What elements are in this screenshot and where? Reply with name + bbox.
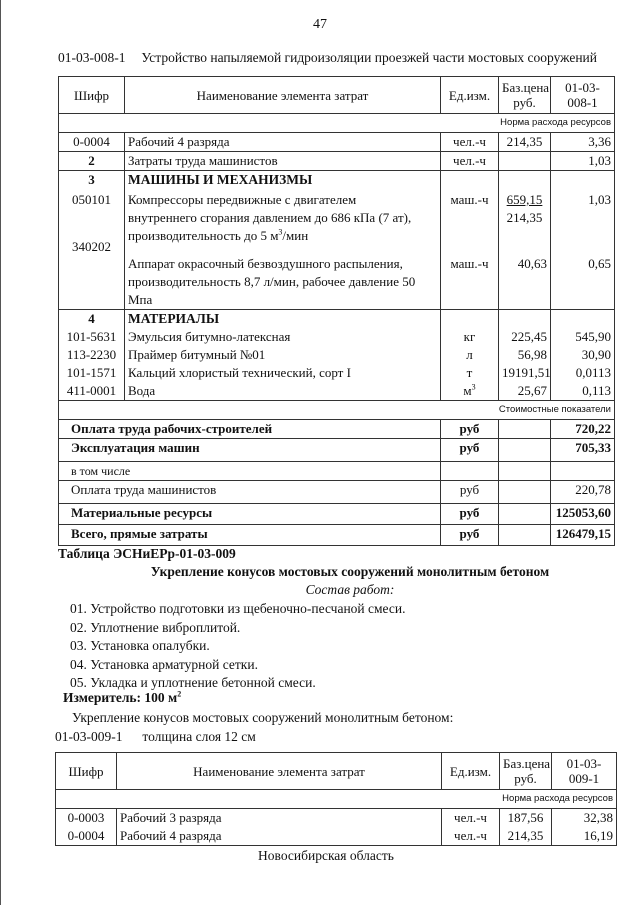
cost-name: Оплата труда машинистов xyxy=(59,481,441,504)
group-machines xyxy=(59,171,615,310)
cost-row xyxy=(59,462,615,481)
cost-row xyxy=(59,481,615,504)
item-name-line: Мпа xyxy=(128,292,153,307)
item-name-line: производительность до 5 $м^3$/мин xyxy=(128,227,309,243)
row-price xyxy=(499,152,551,171)
group-title: МАТЕРИАЛЫ xyxy=(128,311,220,326)
item-price-2: 214,35 xyxy=(506,210,543,225)
norm-label-row xyxy=(56,790,617,809)
row-name: Рабочий 3 разряда xyxy=(117,809,442,828)
item-value: 0,65 xyxy=(588,256,611,271)
item-unit: т xyxy=(466,365,473,380)
cost-value xyxy=(551,462,615,481)
group-materials xyxy=(59,310,615,401)
cost-value: 220,78 xyxy=(551,481,615,504)
group-title: МАШИНЫ И МЕХАНИЗМЫ xyxy=(128,172,313,187)
row-unit: чел.-ч xyxy=(442,809,500,828)
item-name-line: Компрессоры передвижные с двигателем xyxy=(128,192,357,207)
item-name: Вода xyxy=(128,383,156,398)
group-unit-cell xyxy=(441,171,499,310)
cost-row xyxy=(59,420,615,439)
cost-name: Оплата труда рабочих-строителей xyxy=(59,420,441,439)
group-name-cell xyxy=(125,310,441,401)
cost-value: 720,22 xyxy=(551,420,615,439)
item-unit: маш.-ч xyxy=(450,192,489,207)
work-item: 01. Устройство подготовки из щебеночно-песчаной смеси. xyxy=(70,601,406,616)
item-name-line: производительность 8,7 л/мин, рабочее давление 50 xyxy=(128,274,416,289)
item-value: 545,90 xyxy=(575,329,611,344)
cost-name: Материальные ресурсы xyxy=(59,504,441,525)
group-code-cell xyxy=(59,310,125,401)
item-code: 340202 xyxy=(72,239,111,254)
estimate-table-1 xyxy=(58,76,615,546)
table-row xyxy=(56,809,617,828)
item-code: 113-2230 xyxy=(66,347,117,362)
item-value: 0,0113 xyxy=(575,365,611,380)
norm-label-row xyxy=(59,114,615,133)
header-rate-code: 01-03-009-1 xyxy=(552,753,617,790)
section-code: 01-03-008-1 xyxy=(58,50,126,65)
item-price: 19191,51 xyxy=(502,365,551,380)
header-unit: Ед.изм. xyxy=(441,77,499,114)
cost-name: Эксплуатация машин xyxy=(59,439,441,462)
item-code: 101-1571 xyxy=(66,365,117,380)
item-name: Праймер битумный №01 xyxy=(128,347,266,362)
row-price: 214,35 xyxy=(499,133,551,152)
table-row xyxy=(59,152,615,171)
subsection-code: 01-03-009-1 xyxy=(55,729,123,744)
row-code: 0-0004 xyxy=(59,133,125,152)
group-name-cell xyxy=(125,171,441,310)
row-unit: чел.-ч xyxy=(441,152,499,171)
estimate-table-2 xyxy=(55,752,617,846)
row-value: 32,38 xyxy=(552,809,617,828)
table-title: Укрепление конусов мостовых сооружений монолитным бетоном xyxy=(150,564,550,579)
group-price-cell xyxy=(499,310,551,401)
cost-value: 125053,60 xyxy=(551,504,615,525)
item-unit: кг xyxy=(463,329,476,344)
item-value: 30,90 xyxy=(581,347,611,362)
header-code: Шифр xyxy=(59,77,125,114)
description: Укрепление конусов мостовых сооружений монолитным бетоном: xyxy=(72,710,454,725)
group-value-cell xyxy=(551,310,615,401)
page-edge xyxy=(0,0,1,905)
header-name: Наименование элемента затрат xyxy=(117,753,442,790)
cost-label-row xyxy=(59,401,615,420)
cost-name: Всего, прямые затраты xyxy=(59,525,441,546)
row-code: 0-0004 xyxy=(56,827,117,846)
cost-unit: руб xyxy=(441,504,499,525)
item-unit: л xyxy=(466,347,473,362)
header-price: Баз.цена руб. xyxy=(500,753,552,790)
item-value: 1,03 xyxy=(588,192,611,207)
page-footer: Новосибирская область xyxy=(258,848,394,863)
item-price: 225,45 xyxy=(511,329,547,344)
norm-label: Норма расхода ресурсов xyxy=(59,114,615,133)
group-unit-cell xyxy=(441,310,499,401)
row-unit: чел.-ч xyxy=(441,133,499,152)
group-value-cell xyxy=(551,171,615,310)
group-code: 4 xyxy=(88,311,95,326)
section-name: Устройство напыляемой гидроизоляции проезжей части мостовых сооружений xyxy=(141,50,597,65)
row-name: Затраты труда машинистов xyxy=(125,152,441,171)
cost-unit: руб xyxy=(441,525,499,546)
subsection-name: толщина слоя 12 см xyxy=(142,729,256,744)
work-item: 05. Укладка и уплотнение бетонной смеси. xyxy=(70,675,316,690)
cost-unit: руб xyxy=(441,420,499,439)
norm-label: Норма расхода ресурсов xyxy=(56,790,617,809)
page-number: 47 xyxy=(313,17,327,32)
row-value: 3,36 xyxy=(551,133,615,152)
item-code: 101-5631 xyxy=(66,329,117,344)
row-code: 0-0003 xyxy=(56,809,117,828)
row-value: 16,19 xyxy=(552,827,617,846)
item-code: 050101 xyxy=(72,192,111,207)
cost-unit xyxy=(441,462,499,481)
table-id-heading: Таблица ЭСНиЕРр-01-03-009 xyxy=(58,546,236,561)
header-price: Баз.цена руб. xyxy=(499,77,551,114)
item-name: Кальций хлористый технический, сорт I xyxy=(128,365,351,380)
item-name-line: внутреннего сгорания давлением до 686 кПа (7 ат), xyxy=(128,210,412,225)
item-name-line: Аппарат окрасочный безвоздушного распыления, xyxy=(128,256,403,271)
table-header-row xyxy=(56,753,617,790)
header-code: Шифр xyxy=(56,753,117,790)
group-code-cell xyxy=(59,171,125,310)
cost-value: 705,33 xyxy=(551,439,615,462)
table-row xyxy=(59,133,615,152)
cost-unit: руб xyxy=(441,481,499,504)
cost-row xyxy=(59,525,615,546)
work-item: 02. Уплотнение виброплитой. xyxy=(70,619,241,635)
row-price: 214,35 xyxy=(500,827,552,846)
work-item: 03. Установка опалубки. xyxy=(70,638,210,653)
row-price: 187,56 xyxy=(500,809,552,828)
header-rate-code: 01-03-008-1 xyxy=(551,77,615,114)
section-title xyxy=(58,50,597,66)
item-price: 25,67 xyxy=(517,383,547,398)
row-unit: чел.-ч xyxy=(442,827,500,846)
header-name: Наименование элемента затрат xyxy=(125,77,441,114)
cost-row xyxy=(59,504,615,525)
cost-row xyxy=(59,439,615,462)
row-name: Рабочий 4 разряда xyxy=(117,827,442,846)
cost-unit: руб xyxy=(441,439,499,462)
group-price-cell xyxy=(499,171,551,310)
item-price: 659,15 xyxy=(506,192,543,207)
composition-label: Состав работ: xyxy=(305,582,395,597)
row-code: 2 xyxy=(59,152,125,171)
item-unit: маш.-ч xyxy=(450,256,489,271)
subsection-title xyxy=(55,729,256,745)
work-item: 04. Установка арматурной сетки. xyxy=(70,656,258,672)
cost-value: 126479,15 xyxy=(551,525,615,546)
item-unit: $м^3$ xyxy=(463,382,476,398)
cost-label: Стоимостные показатели xyxy=(59,401,615,420)
row-name: Рабочий 4 разряда xyxy=(125,133,441,152)
group-code: 3 xyxy=(88,172,95,187)
cost-name: в том числе xyxy=(59,462,441,481)
item-price: 40,63 xyxy=(517,256,547,271)
item-code: 411-0001 xyxy=(66,383,117,398)
works-list xyxy=(70,600,405,693)
header-unit: Ед.изм. xyxy=(442,753,500,790)
table-header-row xyxy=(59,77,615,114)
item-price: 56,98 xyxy=(517,347,547,362)
item-name: Эмульсия битумно-латексная xyxy=(128,329,291,344)
meter-label: Измеритель: 100 $м^2$ xyxy=(63,689,182,705)
item-value: 0,113 xyxy=(582,383,611,398)
row-value: 1,03 xyxy=(551,152,615,171)
table-row xyxy=(56,827,617,846)
